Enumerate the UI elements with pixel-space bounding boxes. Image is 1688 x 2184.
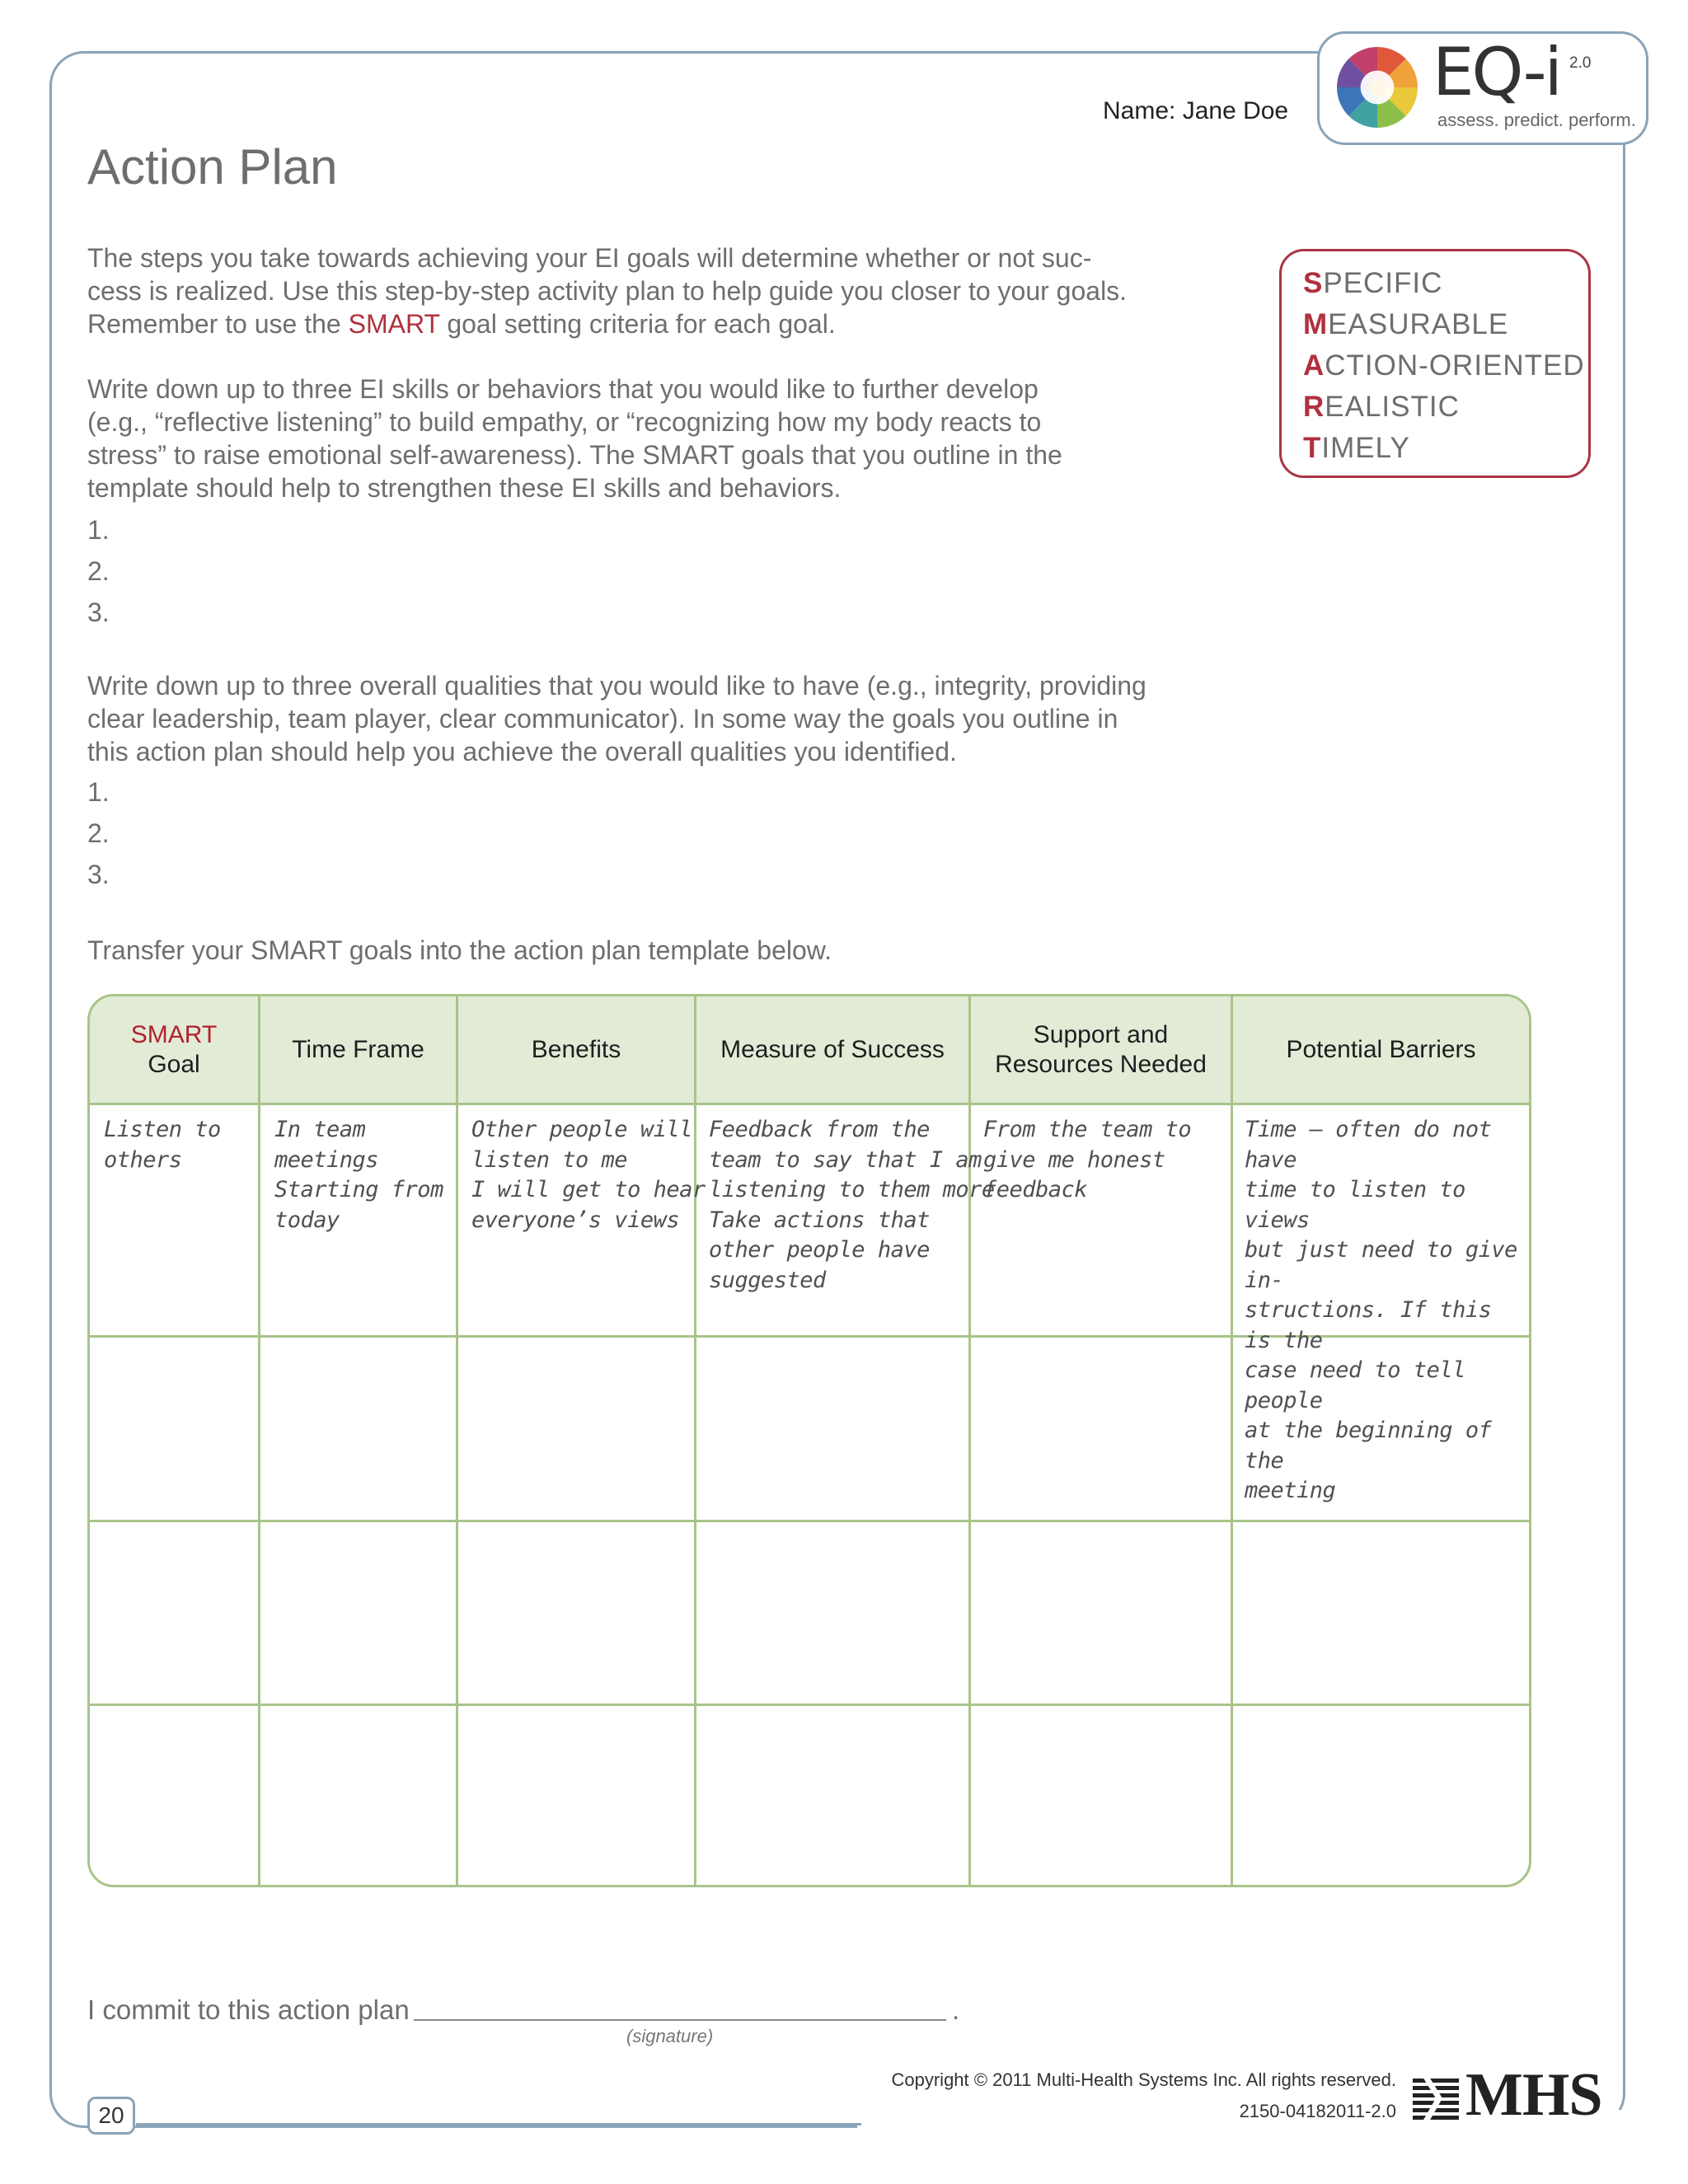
qualities-line: clear leadership, team player, clear communicator). In some way the goals you outline in [87, 704, 1118, 733]
participant-name: Name: Jane Doe [1103, 97, 1289, 124]
skills-line: Write down up to three EI skills or behaviors that you would like to further develop [87, 374, 1039, 404]
intro-line [87, 307, 1159, 340]
cell-goal: Listen to others [104, 1117, 221, 1173]
qualities-item-3: 3. [87, 860, 110, 889]
cell-measure-of-success: Feedback from the team to say that I am listening to them more Take actions that other people have suggested [709, 1117, 995, 1293]
qualities-item-2: 2. [87, 818, 110, 848]
cell-support: From the team to give me honest feedback [983, 1117, 1192, 1202]
mhs-logo-icon [1411, 2074, 1461, 2123]
row-divider [90, 1704, 1529, 1706]
bottom-rule [136, 2123, 861, 2125]
smart-specific: SPECIFIC [1303, 267, 1443, 299]
eqi-logo-version: 2.0 [1569, 54, 1592, 72]
column-divider [1231, 996, 1233, 1885]
skills-paragraph [87, 373, 1159, 504]
transfer-instruction: Transfer your SMART goals into the action plan template below. [87, 935, 832, 965]
header-time-frame: Time Frame [292, 1035, 424, 1063]
skills-item-1: 1. [87, 515, 110, 545]
intro-text: goal setting criteria for each goal. [439, 309, 836, 339]
column-divider [258, 996, 260, 1885]
header-smart-label: SMART [130, 1020, 218, 1048]
intro-paragraph [87, 241, 1159, 340]
eqi-logo-tagline: assess. predict. perform. [1437, 110, 1636, 130]
intro-line: The steps you take towards achieving your EI goals will determine whether or not suc- [87, 243, 1092, 273]
smart-measurable: MEASURABLE [1303, 308, 1509, 340]
smart-criteria-box [1279, 249, 1591, 478]
commitment-text: I commit to this action plan [87, 1994, 410, 2025]
row-divider [90, 1520, 1529, 1522]
intro-text: Remember to use the [87, 309, 349, 339]
mhs-logo-text: MHS [1465, 2061, 1602, 2129]
smart-highlight: SMART [348, 309, 440, 339]
skills-item-3: 3. [87, 598, 110, 627]
signature-label: (signature) [626, 2026, 714, 2046]
signature-line[interactable] [414, 2019, 946, 2021]
qualities-paragraph [87, 669, 1159, 768]
column-divider [456, 996, 458, 1885]
cell-time-frame: In team meetings Starting from today [274, 1117, 443, 1233]
signature-period: . [952, 1994, 960, 2025]
qualities-line: Write down up to three overall qualities that you would like to have (e.g., integrity, providing [87, 671, 1146, 701]
cell-barriers: Time – often do not have time to listen to views but just need to give in- structions. If this is the case need to tell people at the beginning of the meeting [1245, 1117, 1517, 1503]
skills-line: template should help to strengthen these EI skills and behaviors. [87, 473, 842, 503]
smart-action-oriented: ACTION-ORIENTED [1303, 349, 1585, 382]
header-measure-of-success: Measure of Success [720, 1035, 945, 1063]
cell-benefits: Other people will listen to me I will get to hear everyone’s views [471, 1117, 706, 1233]
eqi-logo-text: EQ-i [1432, 34, 1560, 110]
qualities-item-1: 1. [87, 777, 110, 807]
skills-line: (e.g., “reflective listening” to build empathy, or “recognizing how my body reacts to [87, 407, 1042, 437]
header-support-resources: Support and Resources Needed [995, 1020, 1207, 1078]
header-smart-goal [90, 996, 258, 1103]
action-plan-table [87, 994, 1531, 1887]
page-number: 20 [87, 2097, 135, 2135]
page-title: Action Plan [87, 139, 338, 194]
skills-item-2: 2. [87, 556, 110, 586]
document-code: 2150-04182011-2.0 [1239, 2101, 1396, 2121]
qualities-line: this action plan should help you achieve the overall qualities you identified. [87, 737, 957, 766]
copyright-notice: Copyright © 2011 Multi-Health Systems Inc. All rights reserved. [891, 2069, 1396, 2090]
skills-line: stress” to raise emotional self-awareness). The SMART goals that you outline in the [87, 440, 1062, 470]
header-goal-label: Goal [148, 1050, 200, 1078]
smart-realistic: REALISTIC [1303, 391, 1460, 423]
eqi-logo-icon [1335, 45, 1419, 129]
smart-timely: TIMELY [1303, 432, 1410, 464]
header-potential-barriers: Potential Barriers [1286, 1035, 1476, 1063]
intro-line: cess is realized. Use this step-by-step activity plan to help guide you closer to your goals. [87, 276, 1128, 306]
header-benefits: Benefits [531, 1035, 621, 1063]
